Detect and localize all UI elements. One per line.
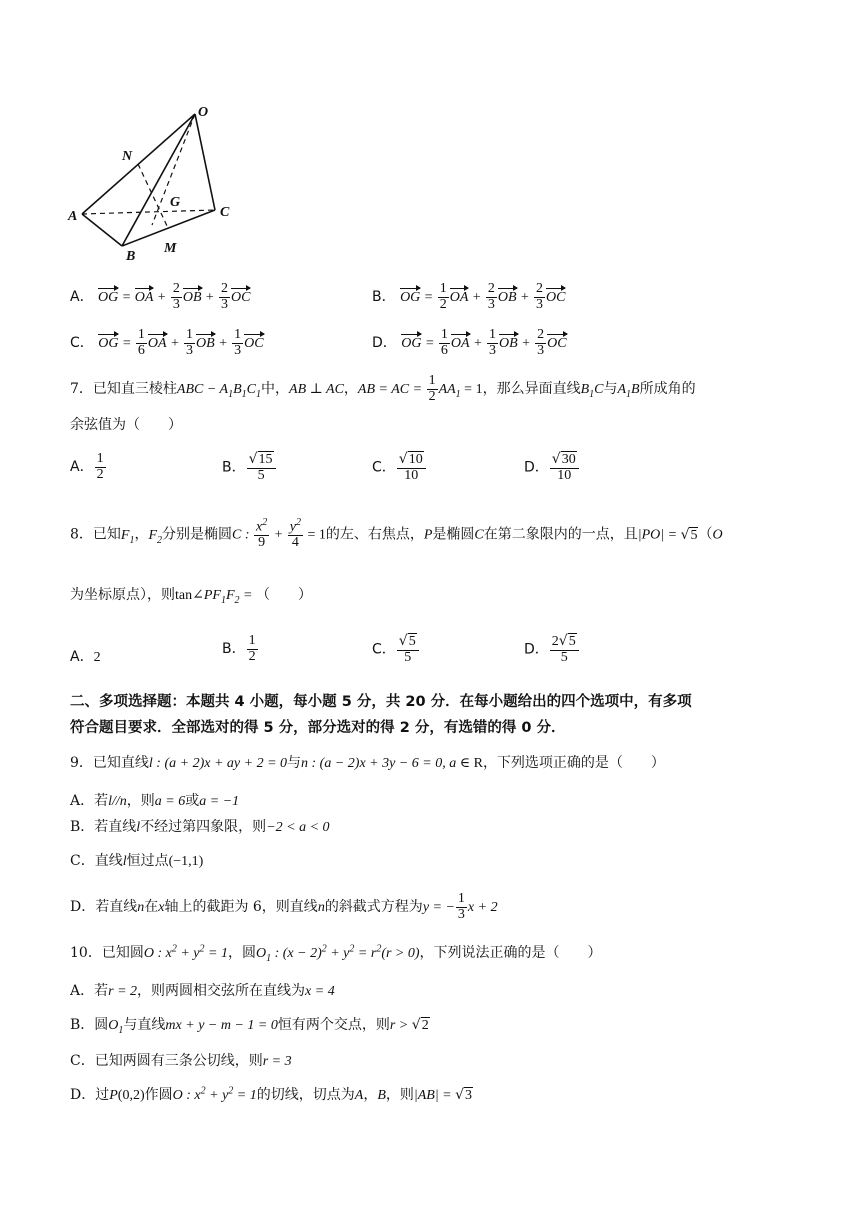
q8-stem: 8．已知$F_1$，$F_2$分别是椭圆C : $\frac{x^2}{9}$ + $\frac{y^2}{4}$ = 1的左、右焦点，P是椭圆C在第二象限内的一点，且|PO| = √5（O <box>70 517 723 551</box>
q8-option-c[interactable]: C． $\frac{√5}{5}$ <box>372 634 420 665</box>
q9-option-d[interactable]: D．若直线n在x轴上的截距为 6，则直线n的斜截式方程为y = − $\frac{1}{3}$ x + 2 <box>70 891 498 922</box>
section-2-heading: 二、多项选择题：本题共 4 小题，每小题 5 分，共 20 分．在每小题给出的四个选项中，有多项 <box>70 694 692 710</box>
q8-option-d[interactable]: D． $\frac{2√5}{5}$ <box>524 634 580 665</box>
q7-stem-2: 余弦值为（ ） <box>70 417 182 433</box>
q10-option-a[interactable]: A．若r = 2，则两圆相交弦所在直线为x = 4 <box>70 983 335 999</box>
q10-option-c[interactable]: C．已知两圆有三条公切线，则r = 3 <box>70 1053 292 1069</box>
q10-option-d[interactable]: D．过P(0,2)作圆O : $x^2 + y^2 = 1$的切线，切点为A，B，则|AB| = √3 <box>70 1085 473 1103</box>
q6-option-b[interactable]: B． OG = $\frac{1}{2}$ OA + $\frac{2}{3}$ OB + $\frac{2}{3}$ OC <box>372 281 566 312</box>
label-a: A <box>68 209 78 224</box>
q10-stem: 10．已知圆O : $x^2 + y^2 = 1$，圆$O_1$ : $(x - 2)^2 + y^2 = r^2(r > 0)$，下列说法正确的是（ ） <box>70 943 602 964</box>
q9-stem: 9．已知直线l : (a + 2)x + ay + 2 = 0与n : (a − 2)x + 3y − 6 = 0, a ∈ R，下列选项正确的是（ ） <box>70 755 665 771</box>
q7-option-a[interactable]: A． $\frac{1}{2}$ <box>70 451 104 482</box>
q6-option-c[interactable]: C． OG = $\frac{1}{6}$ OA + $\frac{1}{3}$ OB + $\frac{1}{3}$ OC <box>70 327 264 358</box>
label-n: N <box>122 149 133 164</box>
q8-stem-2: 为坐标原点），则$\tan\angle PF_1F_2$ = （ ） <box>70 587 312 606</box>
q8-option-a[interactable]: A．2 <box>70 649 101 665</box>
section-2-heading-2: 符合题目要求．全部选对的得 5 分，部分选对的得 2 分，有选错的得 0 分． <box>70 720 566 736</box>
q9-option-a[interactable]: A．若l//n，则a = 6或a = −1 <box>70 793 240 809</box>
label-o: O <box>198 105 209 120</box>
q6-option-d[interactable]: D． OG = $\frac{1}{6}$ OA + $\frac{1}{3}$ OB + $\frac{2}{3}$ OC <box>372 327 567 358</box>
q7-option-b[interactable]: B． $\frac{√15}{5}$ <box>222 452 277 483</box>
tetrahedron-figure <box>60 100 250 265</box>
q9-option-c[interactable]: C．直线l恒过点(−1,1) <box>70 853 204 869</box>
q7-option-d[interactable]: D． $\frac{√30}{10}$ <box>524 452 580 483</box>
q7-stem: 7．已知直三棱柱ABC − $A_1B_1C_1$中，AB ⊥ AC，AB = AC = $\frac{1}{2}$ $AA_1 = 1$，那么异面直线$B_1C$与$A_1B$所成角的 <box>70 373 696 404</box>
label-g: G <box>170 195 181 210</box>
q8-option-b[interactable]: B． $\frac{1}{2}$ <box>222 633 256 664</box>
q9-option-b[interactable]: B．若直线l不经过第四象限，则−2 < a < 0 <box>70 819 330 835</box>
q10-option-b[interactable]: B．圆$O_1$与直线mx + y − m − 1 = 0恒有两个交点，则r > √2 <box>70 1017 429 1036</box>
label-b: B <box>126 249 136 264</box>
label-m: M <box>164 241 177 256</box>
q7-option-c[interactable]: C． $\frac{√10}{10}$ <box>372 452 427 483</box>
q6-option-a[interactable]: A． OG = OA + $\frac{2}{3}$ OB + $\frac{2}{3}$ OC <box>70 281 251 312</box>
label-c: C <box>220 205 230 220</box>
